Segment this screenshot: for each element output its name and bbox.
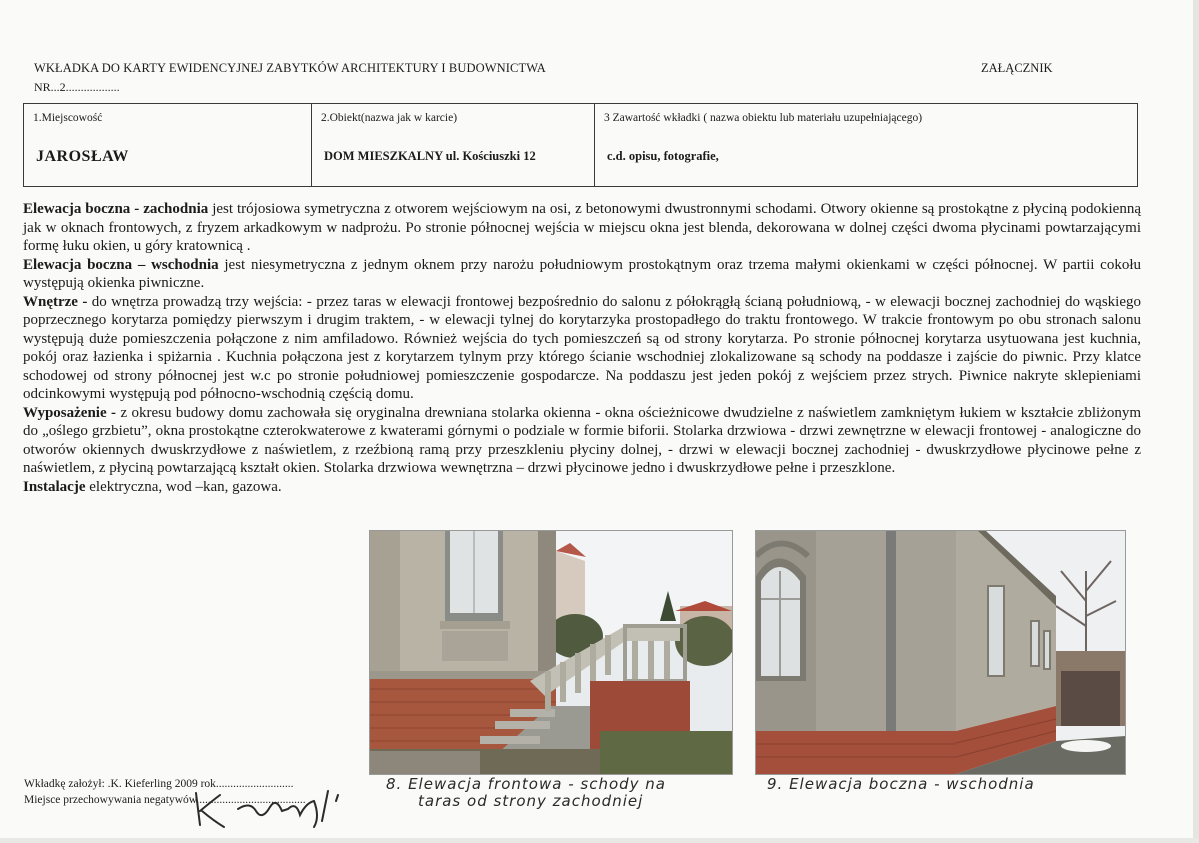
object-cell [312, 104, 595, 187]
text-interior: do wnętrza prowadzą trzy wejścia: - przez taras w elewacji frontowej bezpośrednio do salonu z półokrągłą ścianą południową, - w elewacji bocznej zachodniej do wąskiego poprzecznego korytarza pomiędzy pierwszym i drugim traktem, - w elewacji tylnej do korytarzyka prostopadłego do traktu frontowego. W trakcie frontowym po obu stronach salonu występują duże pomieszczenia połączone z nim amfiladowo. Również wejścia do tych pomieszczeń są od strony korytarza. Po stronie północnej korytarza usytuowana jest kuchnia, pokój oraz łazienka i spiżarnia . Kuchnia połączona jest z korytarzem tylnym przy którego ścianie wschodniej zlokalizowane są schody na poddasze i zajście do piwnic. Przy klatce schodowej od strony północnej jest w.c po stronie południowej pomieszczenie gospodarcze. Na poddaszu jest jeden pokój z wejściem przez strych. Piwnice nakryte sklepieniami odcinkowymi występują pod północno-wschodnią częścią domu. [23, 293, 1141, 402]
metadata-table [23, 103, 1138, 187]
object-value: DOM MIESZKALNY ul. Kościuszki 12 [324, 149, 536, 163]
description-body [23, 200, 1141, 496]
signature-handwritten [190, 781, 370, 831]
form-number: NR...2.................. [34, 80, 120, 94]
locality-label: 1.Miejscowość [33, 112, 103, 124]
scan-edge-bottom [0, 838, 1199, 843]
text-equipment: z okresu budowy domu zachowała się oryginalna drewniana stolarka okienna - okna ościeżnicowe dwudzielne z naświetlem zamkniętym łukiem w kształcie zbliżonym do „oślego grzbietu”, okna prostokątne czterokwaterowe z kwaterami górnymi o podziale w formie biforii. Stolarka drzwiowa - drzwi zewnętrzne w elewacji frontowej - analogiczne do otworów okiennych dwuskrzydłowe z naświetlem, z rzeźbioną ramą przy przeszkleniu płyciny dolnej, - drzwi w elewacji bocznej zachodniej - dwuskrzydłowe płycinowe pełne z naświetlem, z płyciną powtarzającą kształt okien. Stolarka drzwiowa wewnętrzna – drzwi płycinowe jedno i dwuskrzydłowe pełne i przeszklone. [23, 404, 1141, 476]
photo-caption-8-line1: 8. Elewacja frontowa - schody na [386, 775, 666, 793]
photo-east-elevation [755, 530, 1126, 775]
content-value: c.d. opisu, fotografie, [607, 149, 719, 163]
photo-east-elevation-image [756, 531, 1125, 774]
author-line: Wkładkę założył: .K. Kieferling 2009 rok........................... [24, 778, 294, 790]
heading-east-elevation: Elewacja boczna – wschodnia [23, 256, 219, 273]
object-label: 2.Obiekt(nazwa jak w karcie) [321, 112, 458, 124]
annex-label: ZAŁĄCZNIK [981, 61, 1053, 75]
paragraph-interior [23, 293, 1141, 404]
negative-storage-line: Miejsce przechowywania negatywów...................................... [24, 794, 306, 806]
scan-edge-right [1193, 0, 1199, 843]
heading-installations: Instalacje [23, 478, 86, 495]
content-cell [595, 104, 1138, 187]
content-label: 3 Zawartość wkładki ( nazwa obiektu lub materiału uzupełniającego) [604, 112, 923, 124]
text-east-elevation: jest niesymetryczna z jednym oknem przy narożu południowym prostokątnym oraz trzema małymi okienkami w części północnej. W partii cokołu występują okienka piwniczne. [23, 256, 1141, 291]
locality-cell [24, 104, 312, 187]
heading-west-elevation: Elewacja boczna - zachodnia [23, 201, 209, 217]
heading-equipment: Wyposażenie - [23, 404, 117, 421]
photo-front-stairs [369, 530, 733, 775]
text-west-elevation: jest trójosiowa symetryczna z otworem wejściowym na osi, z betonowymi dwustronnymi schodami. Otwory okienne są prostokątne z płyciną podokienną jak w oknach frontowych, z fryzem arkadkowym w nadprożu. Po stronie północnej wejścia w miejscu okna jest blenda, dekorowana w dolnej części dwoma płycinami powtarzającymi formę łuku okien, u góry kratownicą . [23, 201, 1141, 254]
paragraph-installations [23, 478, 1141, 497]
photo-caption-8-line2: taras od strony zachodniej [418, 792, 644, 810]
heading-interior: Wnętrze - [23, 293, 88, 310]
paragraph-west-elevation [23, 200, 1141, 256]
photo-front-stairs-image [370, 531, 732, 774]
text-installations: elektryczna, wod –kan, gazowa. [85, 478, 282, 495]
form-title: WKŁADKA DO KARTY EWIDENCYJNEJ ZABYTKÓW ARCHITEKTURY I BUDOWNICTWA [34, 61, 546, 75]
locality-value: JAROSŁAW [36, 148, 129, 165]
paragraph-equipment [23, 404, 1141, 478]
photo-caption-9: 9. Elewacja boczna - wschodnia [767, 775, 1035, 793]
paragraph-east-elevation [23, 256, 1141, 293]
